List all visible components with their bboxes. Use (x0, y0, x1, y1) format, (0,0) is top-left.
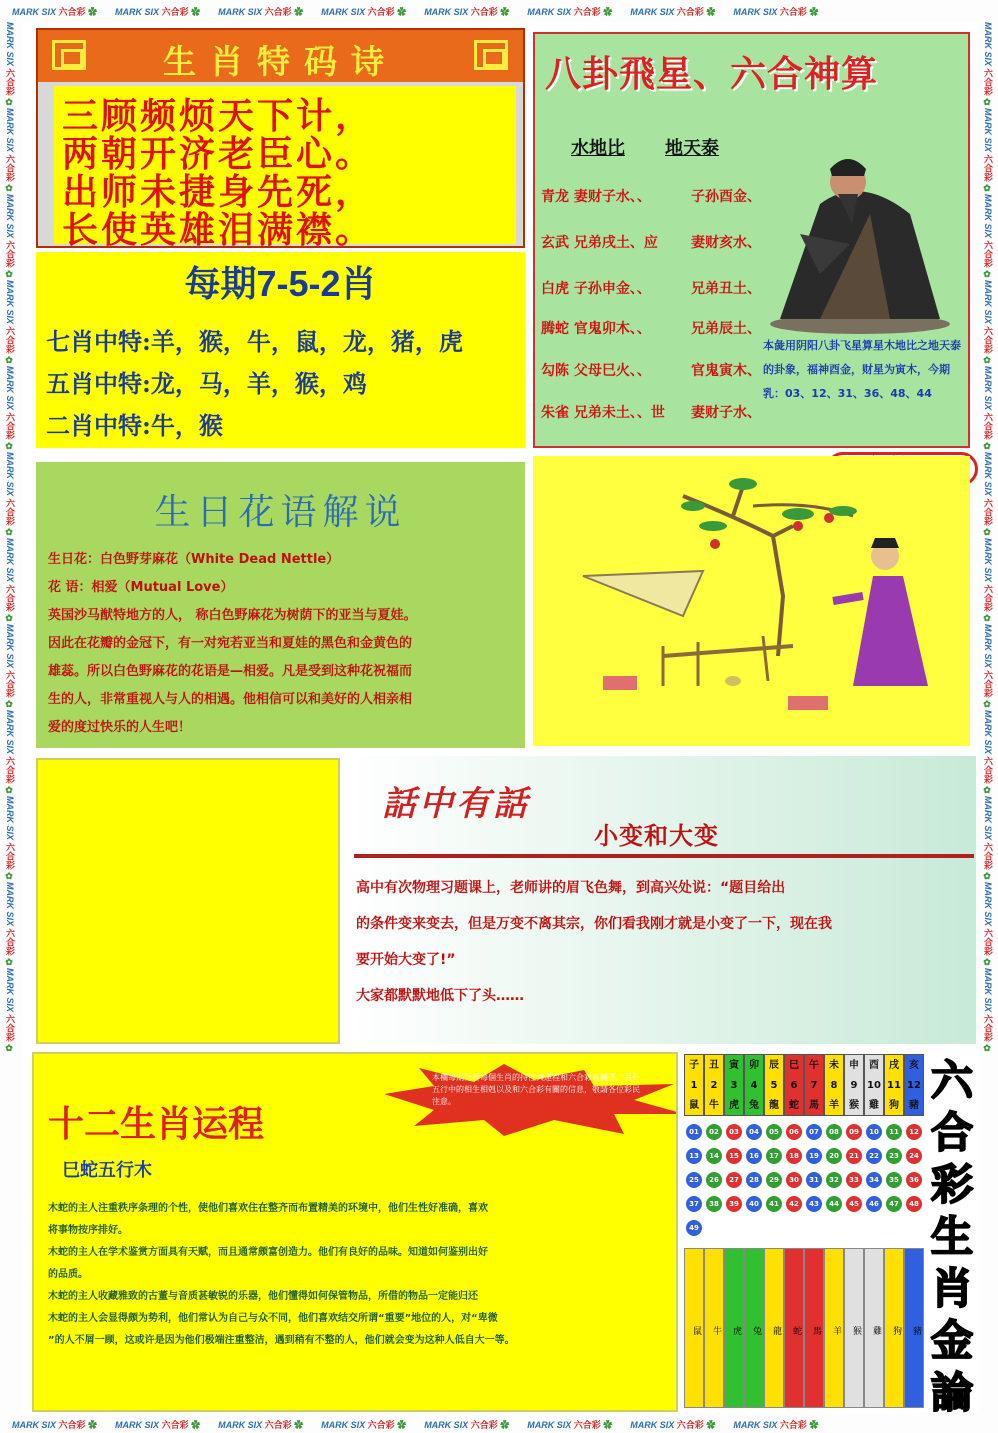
poem-header (38, 30, 523, 82)
bagua-title: 八卦飛星、六合神算 (545, 53, 879, 95)
number-ball: 09 (846, 1124, 862, 1140)
zodiac-number-table (684, 1054, 924, 1412)
number-ball: 05 (766, 1124, 782, 1140)
blank-panel (36, 758, 340, 1044)
top-border (0, 0, 998, 22)
zodiac-picks-panel (36, 252, 525, 448)
border-logo: MARK SIX 六合彩 ✿ (5, 538, 15, 625)
starburst-text: 本欄每期分析每個生肖的持性與運程和六合彩有關係，另外五行中的相生相剋以及和六合彩有關的信息，敬請各位彩民注意。 (432, 1073, 640, 1106)
border-logo: MARK SIX 六合彩 ✿ (5, 108, 15, 195)
border-logo: MARK SIX 六合彩 ✿ (983, 280, 993, 367)
vertical-title-char: 生 (930, 1212, 973, 1261)
fortune-line: 将事物按序排好。 (48, 1225, 128, 1236)
number-ball: 48 (906, 1196, 922, 1212)
border-logo: MARK SIX 六合彩 ✿ (630, 1420, 716, 1430)
number-ball: 44 (826, 1196, 842, 1212)
border-logo: MARK SIX 六合彩 ✿ (983, 968, 993, 1055)
border-logo: MARK SIX 六合彩 ✿ (5, 366, 15, 453)
riddle-scene-image (533, 456, 970, 746)
number-ball: 03 (726, 1124, 742, 1140)
table-header-cell: 子 1 鼠 (684, 1054, 704, 1116)
joke-line: 大家都默默地低下了头…… (356, 988, 524, 1004)
border-logo: MARK SIX 六合彩 ✿ (5, 22, 15, 109)
vertical-title-char: 六 (930, 1056, 973, 1105)
joke-header: 話中有話 (382, 784, 530, 824)
border-logo: MARK SIX 六合彩 ✿ (5, 710, 15, 797)
fortune-line: 木蛇的主人在学术鉴赏方面具有天赋，而且通常颇富创造力。他们有良好的品味。知道如何鉴别出好 (48, 1247, 488, 1258)
border-logo: MARK SIX 六合彩 ✿ (983, 882, 993, 969)
number-ball: 23 (886, 1148, 902, 1164)
flower-line: 生日花：白色野芽麻花（White Dead Nettle） (48, 552, 340, 567)
bagua-row: 白虎 子孙申金、、 兄弟丑土、 (541, 281, 761, 297)
border-logo: MARK SIX 六合彩 ✿ (115, 7, 201, 17)
picks-row: 五肖中特:龙，马，羊，猴，鸡 (46, 369, 367, 398)
table-combo-cell: 狗 (884, 1248, 904, 1408)
number-ball: 04 (746, 1124, 762, 1140)
vertical-title-char: 論 (930, 1368, 973, 1414)
flower-line: 生的人，非常重视人与人的相遇。他相信可以和美好的人相亲相 (48, 692, 413, 707)
border-logo: MARK SIX 六合彩 ✿ (424, 7, 510, 17)
table-combo-cell: 猴 (844, 1248, 864, 1408)
table-header-cell: 卯 4 兔 (744, 1054, 764, 1116)
picks-title: 每期7-5-2肖 (184, 263, 377, 304)
fortune-line: ”的人不屑一顾，这或许是因为他们极端注重整洁，遇到稍有不整的人，他们就会变为这种人低自大一等。 (48, 1335, 515, 1346)
table-header-cell: 申 9 猴 (844, 1054, 864, 1116)
bottom-border (0, 1413, 998, 1433)
table-combo-cell: 馬 (804, 1248, 824, 1408)
number-ball: 12 (906, 1124, 922, 1140)
vertical-title (925, 1044, 979, 1414)
number-ball: 38 (706, 1196, 722, 1212)
gua-right: 地天泰 (665, 138, 719, 159)
table-combo-cell: 牛 (704, 1248, 724, 1408)
table-header-cell: 亥 12 豬 (904, 1054, 924, 1116)
border-logo: MARK SIX 六合彩 ✿ (630, 7, 716, 17)
number-ball: 45 (846, 1196, 862, 1212)
poem-line: 长使英雄泪满襟。 (62, 209, 375, 248)
border-logo: MARK SIX 六合彩 ✿ (424, 1420, 510, 1430)
border-logo: MARK SIX 六合彩 ✿ (321, 1420, 407, 1430)
border-logo: MARK SIX 六合彩 ✿ (218, 1420, 304, 1430)
border-logo: MARK SIX 六合彩 ✿ (5, 280, 15, 367)
bagua-panel (533, 32, 970, 448)
flower-line: 因此在花瓣的金冠下，有一对宛若亚当和夏娃的黑色和金黄色的 (48, 636, 413, 651)
riddle-picture (533, 456, 970, 746)
number-ball: 06 (786, 1124, 802, 1140)
number-ball: 17 (766, 1148, 782, 1164)
number-ball: 35 (886, 1172, 902, 1188)
table-combo-cell: 羊 (824, 1248, 844, 1408)
border-logo: MARK SIX 六合彩 ✿ (983, 796, 993, 883)
border-logo: MARK SIX 六合彩 ✿ (5, 624, 15, 711)
table-combo-cell: 豬 (904, 1248, 924, 1408)
border-logo: MARK SIX 六合彩 ✿ (5, 194, 15, 281)
number-ball: 27 (726, 1172, 742, 1188)
vertical-title-char: 彩 (930, 1160, 973, 1209)
number-ball: 21 (846, 1148, 862, 1164)
flower-line: 花 语：相爱（Mutual Love） (48, 580, 234, 595)
table-combo-cell: 雞 (864, 1248, 884, 1408)
joke-panel (346, 756, 976, 1044)
number-ball: 07 (806, 1124, 822, 1140)
picks-row: 七肖中特:羊，猴，牛，鼠，龙，猪，虎 (46, 327, 463, 356)
flower-line: 英国沙马猷特地方的人， 称白色野麻花为树荫下的亚当与夏娃。 (48, 608, 417, 623)
table-combo-cell: 兔 (744, 1248, 764, 1408)
number-ball: 19 (806, 1148, 822, 1164)
border-logo: MARK SIX 六合彩 ✿ (5, 796, 15, 883)
zodiac-poem-panel (36, 28, 525, 248)
fortune-title: 十二生肖运程 (48, 1103, 265, 1145)
border-logo: MARK SIX 六合彩 ✿ (733, 7, 819, 17)
number-ball: 15 (726, 1148, 742, 1164)
table-header-cell: 酉 10 雞 (864, 1054, 884, 1116)
number-ball: 18 (786, 1148, 802, 1164)
bagua-row: 玄武 兄弟戌土、应 妻财亥水、 (541, 235, 761, 251)
border-logo: MARK SIX 六合彩 ✿ (527, 1420, 613, 1430)
number-ball: 30 (786, 1172, 802, 1188)
table-combo-cell: 虎 (724, 1248, 744, 1408)
number-ball: 02 (706, 1124, 722, 1140)
vertical-title-char: 肖 (930, 1264, 973, 1313)
poem-frame-icon (474, 40, 508, 70)
border-logo: MARK SIX 六合彩 ✿ (5, 882, 15, 969)
poem-title: 生肖特码诗 (163, 42, 398, 81)
gua-left: 水地比 (571, 138, 625, 159)
table-combo-cell: 龍 (764, 1248, 784, 1408)
number-ball: 01 (686, 1124, 702, 1140)
bagua-note: 本彘用阴阳八卦飞星算星木地比之地天泰的卦象，福神酉金，财星为寅木，今期乳：03、12、31、36、48、44 (763, 339, 961, 400)
flower-line: 雄蕊。所以白色野麻花的花语是—相爱。凡是受到这种花祝福而 (48, 664, 413, 679)
poem-body (54, 86, 516, 248)
number-ball: 20 (826, 1148, 842, 1164)
poem-line: 三顾频烦天下计， (62, 95, 375, 137)
border-logo: MARK SIX 六合彩 ✿ (321, 7, 407, 17)
joke-subtitle: 小变和大变 (594, 822, 719, 850)
number-ball: 31 (806, 1172, 822, 1188)
number-ball: 13 (686, 1148, 702, 1164)
border-logo: MARK SIX 六合彩 ✿ (983, 710, 993, 797)
number-ball: 47 (886, 1196, 902, 1212)
flower-title: 生日花语解说 (154, 492, 407, 533)
number-ball: 24 (906, 1148, 922, 1164)
fortune-line: 木蛇的主人会显得颇为势利，他们常认为自己与众不同，他们喜欢结交所谓“重要”地位的人，对“卑微 (48, 1313, 498, 1324)
vertical-title-char: 金 (930, 1316, 973, 1365)
bagua-row: 勾陈 父母巳火、、 官鬼寅木、 (541, 363, 761, 379)
number-ball: 10 (866, 1124, 882, 1140)
number-ball: 32 (826, 1172, 842, 1188)
number-ball: 34 (866, 1172, 882, 1188)
border-logo: MARK SIX 六合彩 ✿ (5, 968, 15, 1055)
fortune-panel (32, 1052, 678, 1412)
number-ball: 08 (826, 1124, 842, 1140)
table-header-cell: 巳 6 蛇 (784, 1054, 804, 1116)
table-header-cell: 午 7 馬 (804, 1054, 824, 1116)
number-ball: 39 (726, 1196, 742, 1212)
picks-row: 二肖中特:牛，猴 (46, 411, 223, 440)
table-header-cell: 未 8 羊 (824, 1054, 844, 1116)
number-ball: 29 (766, 1172, 782, 1188)
fortune-line: 木蛇的主人注重秩序条理的个性，使他们喜欢住在整齐而布置精美的环境中，他们生性好准确，喜欢 (48, 1203, 488, 1214)
number-ball: 33 (846, 1172, 862, 1188)
border-logo: MARK SIX 六合彩 ✿ (983, 452, 993, 539)
border-logo: MARK SIX 六合彩 ✿ (983, 22, 993, 109)
border-logo: MARK SIX 六合彩 ✿ (527, 7, 613, 17)
table-combo-cell: 鼠 (684, 1248, 704, 1408)
border-logo: MARK SIX 六合彩 ✿ (983, 108, 993, 195)
border-logo: MARK SIX 六合彩 ✿ (983, 624, 993, 711)
fortune-line: 的品质。 (48, 1269, 88, 1280)
right-border (978, 22, 998, 1413)
number-ball: 40 (746, 1196, 762, 1212)
number-ball: 49 (686, 1220, 702, 1236)
flower-line: 爱的度过快乐的人生吧！ (48, 720, 192, 735)
joke-line: 的条件变来变去，但是万变不离其宗，你们看我刚才就是小变了一下，现在我 (356, 916, 832, 932)
border-logo: MARK SIX 六合彩 ✿ (983, 366, 993, 453)
number-ball: 16 (746, 1148, 762, 1164)
table-header-cell: 戌 11 狗 (884, 1054, 904, 1116)
strategist-figure-image (760, 134, 955, 334)
poem-line: 出师未捷身先死， (62, 171, 375, 213)
number-ball: 46 (866, 1196, 882, 1212)
flower-panel (36, 462, 525, 748)
number-ball: 26 (706, 1172, 722, 1188)
bagua-row: 朱雀 兄弟未土、、世 妻财子水、 (541, 405, 761, 421)
border-logo: MARK SIX 六合彩 ✿ (218, 7, 304, 17)
number-ball: 36 (906, 1172, 922, 1188)
number-ball: 28 (746, 1172, 762, 1188)
fortune-line: 木蛇的主人收藏雅致的古董与音质甚敏锐的乐器，他们懂得如何保管物品，所借的物品一定能归还 (48, 1291, 478, 1302)
left-border (0, 22, 22, 1413)
border-logo: MARK SIX 六合彩 ✿ (12, 1420, 98, 1430)
poem-line: 两朝开济老臣心。 (62, 133, 375, 175)
number-ball: 14 (706, 1148, 722, 1164)
number-ball: 42 (786, 1196, 802, 1212)
joke-line: 要开始大变了!” (356, 952, 456, 968)
bagua-row: 腾蛇 官鬼卯木、、 兄弟辰土、 (541, 321, 761, 337)
number-ball: 41 (766, 1196, 782, 1212)
number-ball: 11 (886, 1124, 902, 1140)
vertical-title-char: 合 (930, 1108, 973, 1157)
table-combo-cell: 蛇 (784, 1248, 804, 1408)
number-ball: 22 (866, 1148, 882, 1164)
border-logo: MARK SIX 六合彩 ✿ (733, 1420, 819, 1430)
bagua-row: 青龙 妻财子水、、 子孙酉金、 (541, 189, 761, 205)
joke-divider (354, 854, 974, 858)
border-logo: MARK SIX 六合彩 ✿ (983, 538, 993, 625)
table-header-cell: 丑 2 牛 (704, 1054, 724, 1116)
number-ball: 43 (806, 1196, 822, 1212)
number-ball: 25 (686, 1172, 702, 1188)
table-header-cell: 寅 3 虎 (724, 1054, 744, 1116)
joke-line: 高中有次物理习题课上，老师讲的眉飞色舞，到高兴处说：“题目给出 (356, 880, 786, 896)
border-logo: MARK SIX 六合彩 ✿ (115, 1420, 201, 1430)
table-header-cell: 辰 5 龍 (764, 1054, 784, 1116)
fortune-subtitle: 巳蛇五行木 (62, 1160, 152, 1181)
border-logo: MARK SIX 六合彩 ✿ (983, 194, 993, 281)
border-logo: MARK SIX 六合彩 ✿ (12, 7, 98, 17)
border-logo: MARK SIX 六合彩 ✿ (5, 452, 15, 539)
number-ball: 37 (686, 1196, 702, 1212)
